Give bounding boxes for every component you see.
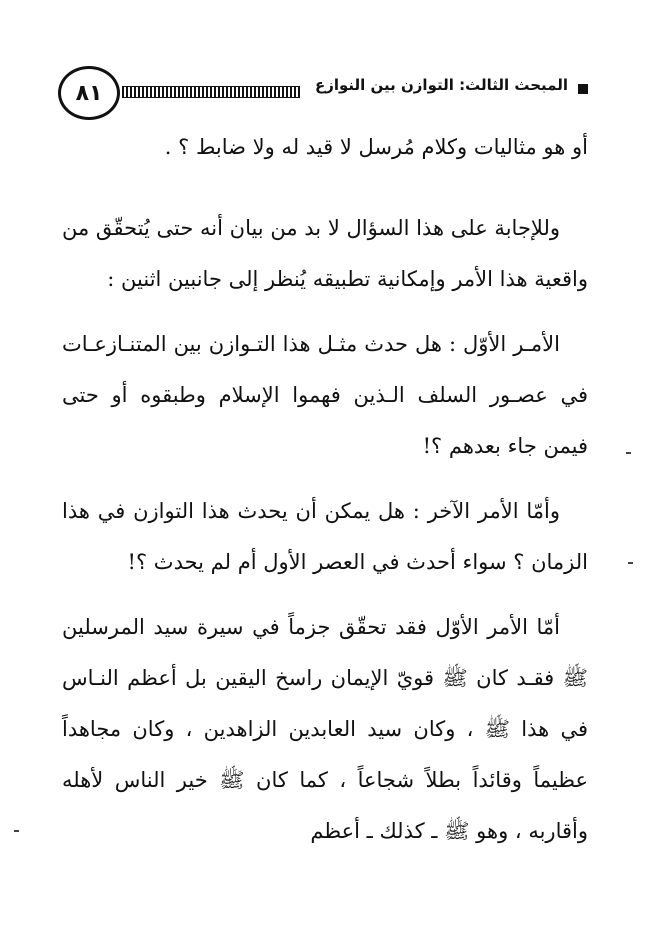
- paragraph-prophet-example: أمّا الأمر الأوّل فقد تحقّق جزماً في سيرة سيد المرسلين ﷺ فقـد كان ﷺ قويّ الإيمان راسخ اليقين بل أعظم النـاس في هذا ﷺ ، وكان سيد العابدين الزاهدين ، وكان مجاهداً عظيماً وقائداً بطلاً شجاعاً ، كما كان ﷺ خير الناس لأهله وأقاربه ، وهو ﷺ ـ كذلك ـ أعظم: [62, 615, 588, 843]
- page-body: [62, 122, 588, 871]
- paragraph-continued: أو هو مثاليات وكلام مُرسل لا قيد له ولا ضابط ؟ .: [164, 135, 588, 159]
- header-bullet-icon: [578, 84, 588, 94]
- margin-mark: [626, 452, 631, 454]
- page-number: ٨١: [58, 66, 120, 120]
- paragraph-answer-intro: وللإجابة على هذا السؤال لا بد من بيان أنه حتى يُتحقّق من واقعية هذا الأمر وإمكانية تطبيقه يُنظر إلى جانبين اثنين :: [62, 216, 588, 291]
- margin-mark: [14, 830, 19, 832]
- header-ornament-rule: [122, 86, 300, 98]
- paragraph-second-matter: وأمّا الأمر الآخر : هل يمكن أن يحدث هذا التوازن في هذا الزمان ؟ سواء أحدث في العصر الأول أم لم يحدث ؟!: [62, 499, 588, 574]
- margin-mark: [628, 562, 633, 564]
- running-title: المبحث الثالث: التوازن بين النوازع: [314, 76, 568, 94]
- page-header: [50, 62, 588, 120]
- paragraph-first-matter: الأمـر الأوّل : هل حدث مثـل هذا التـوازن بين المتنـازعـات في عصـور السلف الـذين فهموا الإسلام وطبقوه أو حتى فيمن جاء بعدهم ؟!: [62, 332, 588, 458]
